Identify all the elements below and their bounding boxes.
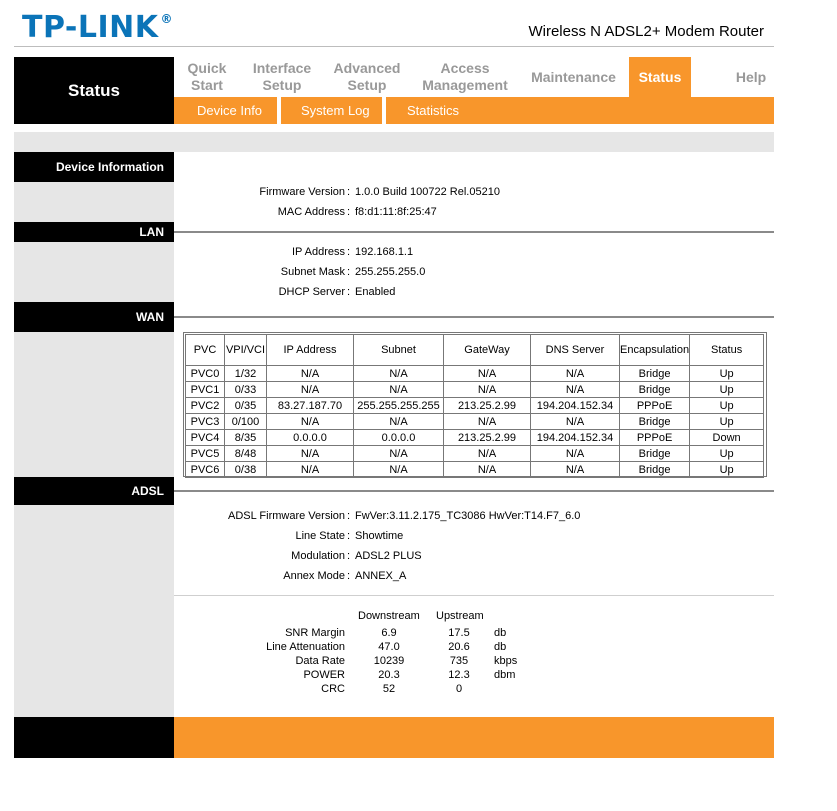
table-cell: Up [690,446,764,462]
table-cell: PPPoE [620,398,690,414]
table-cell: 0.0.0.0 [354,430,444,446]
subnav-separator [277,97,281,124]
table-cell: PVC1 [186,382,225,398]
table-cell: 1/32 [225,366,267,382]
table-cell: 194.204.152.34 [531,430,620,446]
table-cell: PVC6 [186,462,225,478]
stat-label: Line Attenuation [266,641,345,653]
column-header: DNS Server [531,335,620,366]
table-cell: PVC5 [186,446,225,462]
sub-navigation [174,97,774,124]
table-cell: N/A [531,414,620,430]
table-row [186,398,764,414]
stat-downstream: 6.9 [381,627,397,639]
table-row [186,414,764,430]
wan-table [185,334,764,478]
stat-unit: db [494,641,507,653]
column-header: GateWay [444,335,531,366]
column-header: Status [690,335,764,366]
table-cell: N/A [354,462,444,478]
mac-address-value: f8:d1:11:8f:25:47 [355,206,437,218]
dhcp-server-row: DHCP Server : Enabled [278,286,396,298]
table-cell: N/A [444,462,531,478]
table-cell: N/A [531,366,620,382]
table-cell: PVC2 [186,398,225,414]
table-cell: Up [690,414,764,430]
table-cell: N/A [267,414,354,430]
table-cell: PVC3 [186,414,225,430]
table-cell: 83.27.187.70 [267,398,354,414]
table-cell: Up [690,382,764,398]
annex-mode-value: ANNEX_A [355,570,407,582]
subnet-mask-row: Subnet Mask : 255.255.255.0 [280,266,426,278]
nav-interface-setup[interactable]: Interface Setup [252,60,312,93]
table-cell: N/A [267,446,354,462]
table-cell: Bridge [620,414,690,430]
line-state-value: Showtime [355,530,404,542]
table-cell: PPPoE [620,430,690,446]
table-cell: N/A [444,366,531,382]
annex-mode-label: Annex Mode [283,570,345,582]
table-cell: PVC0 [186,366,225,382]
upstream-header: Upstream [436,610,484,622]
modulation-label: Modulation [291,550,345,562]
subnet-mask-value: 255.255.255.0 [355,266,426,278]
table-cell: N/A [444,382,531,398]
table-row [186,462,764,478]
stat-unit: db [494,627,507,639]
table-cell: 194.204.152.34 [531,398,620,414]
firmware-version-label: Firmware Version [259,186,345,198]
table-cell: N/A [531,462,620,478]
column-header: Encapsulation [620,335,690,366]
lan-ip-label: IP Address [292,246,345,258]
stat-label: SNR Margin [285,627,345,639]
table-cell: N/A [354,366,444,382]
table-cell: N/A [354,382,444,398]
stat-upstream: 17.5 [448,627,470,639]
downstream-header: Downstream [358,610,420,622]
line-state-label: Line State [295,530,345,542]
line-state-row: Line State : Showtime [295,530,404,542]
table-cell: Bridge [620,446,690,462]
table-cell: N/A [444,446,531,462]
firmware-version-value: 1.0.0 Build 100722 Rel.05210 [355,186,500,198]
table-cell: 213.25.2.99 [444,430,531,446]
stat-label: CRC [321,683,345,695]
table-cell: 0/38 [225,462,267,478]
header-divider [14,46,774,47]
stats-divider [174,595,774,596]
stat-label: Data Rate [295,655,345,667]
table-cell: Up [690,366,764,382]
stat-label: POWER [303,669,345,681]
product-name: Wireless N ADSL2+ Modem Router [528,23,764,40]
section-lan: LAN [14,222,174,242]
table-cell: 255.255.255.255 [354,398,444,414]
table-row [186,430,764,446]
section-wan: WAN [14,302,174,332]
table-cell: 0/100 [225,414,267,430]
registered-mark: ® [160,12,174,26]
subnav-device-info[interactable]: Device Info [197,103,263,118]
table-cell: Bridge [620,462,690,478]
column-header: IP Address [267,335,354,366]
table-cell: 0/33 [225,382,267,398]
nav-help[interactable]: Help [735,68,767,85]
subnav-statistics[interactable]: Statistics [407,103,460,118]
annex-mode-row: Annex Mode : ANNEX_A [283,570,407,582]
column-header: Subnet [354,335,444,366]
stat-upstream: 0 [455,683,463,695]
stat-upstream: 12.3 [448,669,470,681]
firmware-version-row: Firmware Version : 1.0.0 Build 100722 Rel.05210 [259,186,500,198]
table-cell: Bridge [620,382,690,398]
footer-bar [174,717,774,758]
stat-downstream: 20.3 [378,669,400,681]
adsl-firmware-row: ADSL Firmware Version : FwVer:3.11.2.175_TC3086 HwVer:T14.F7_6.0 [228,510,581,522]
stat-unit: dbm [494,669,516,681]
logo-text: TP-LINK [22,10,159,45]
lan-divider [174,231,774,233]
lan-ip-row: IP Address : 192.168.1.1 [292,246,414,258]
nav-quick-start[interactable]: Quick Start [187,60,227,93]
dhcp-server-label: DHCP Server [278,286,345,298]
tp-link-logo [22,10,174,45]
table-cell: Down [690,430,764,446]
mac-address-row: MAC Address : f8:d1:11:8f:25:47 [277,206,437,218]
modulation-row: Modulation : ADSL2 PLUS [291,550,422,562]
table-cell: N/A [267,382,354,398]
table-row [186,366,764,382]
table-cell: N/A [531,446,620,462]
mac-address-label: MAC Address [277,206,345,218]
table-cell: N/A [531,382,620,398]
wan-table-header [186,335,764,366]
table-cell: N/A [267,462,354,478]
table-row [186,382,764,398]
table-cell: N/A [354,414,444,430]
column-header: VPI/VCI [225,335,267,366]
adsl-firmware-value: FwVer:3.11.2.175_TC3086 HwVer:T14.F7_6.0 [355,510,581,522]
section-device-information: Device Information [14,152,174,182]
stat-downstream: 47.0 [378,641,400,653]
dhcp-server-value: Enabled [355,286,396,298]
content-top-bar [14,132,774,152]
wan-divider [174,316,774,318]
table-cell: N/A [354,446,444,462]
stat-unit: kbps [494,655,518,667]
table-cell: Bridge [620,366,690,382]
nav-maintenance[interactable]: Maintenance [531,68,616,85]
table-cell: 8/48 [225,446,267,462]
table-cell: 8/35 [225,430,267,446]
table-cell: 0/35 [225,398,267,414]
modulation-value: ADSL2 PLUS [355,550,422,562]
current-section-label: Status [14,57,174,124]
nav-access-management[interactable]: Access Management [422,60,508,93]
stat-downstream: 10239 [373,655,405,667]
table-cell: Up [690,462,764,478]
table-cell: 0.0.0.0 [267,430,354,446]
section-adsl: ADSL [14,477,174,505]
column-header: PVC [186,335,225,366]
table-cell: PVC4 [186,430,225,446]
adsl-divider [174,490,774,492]
footer-left [14,717,174,758]
subnet-mask-label: Subnet Mask [280,266,345,278]
lan-ip-value: 192.168.1.1 [355,246,414,258]
stat-downstream: 52 [382,683,396,695]
nav-status[interactable]: Status [629,57,691,97]
stat-upstream: 20.6 [448,641,470,653]
nav-advanced-setup[interactable]: Advanced Setup [333,60,401,93]
adsl-firmware-label: ADSL Firmware Version [228,510,345,522]
table-cell: N/A [267,366,354,382]
subnav-system-log[interactable]: System Log [301,103,370,118]
table-cell: 213.25.2.99 [444,398,531,414]
table-cell: N/A [444,414,531,430]
subnav-separator [382,97,386,124]
table-cell: Up [690,398,764,414]
table-row [186,446,764,462]
stat-upstream: 735 [449,655,469,667]
